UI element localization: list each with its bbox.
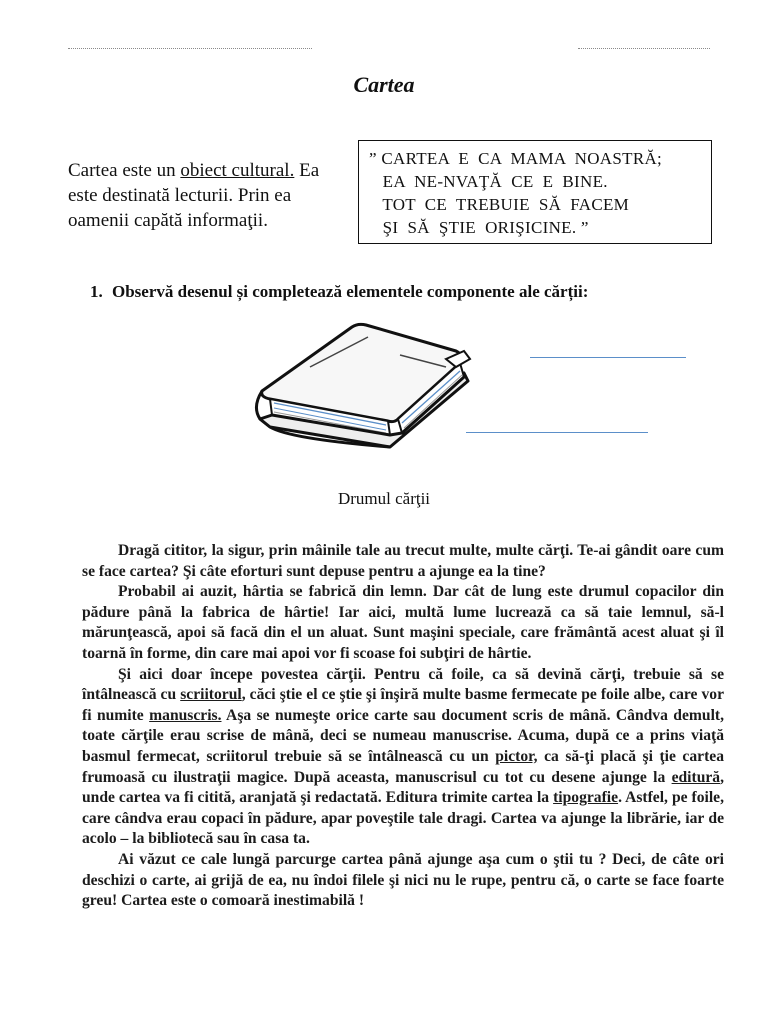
answer-line-cover[interactable]	[530, 357, 686, 358]
story-text	[82, 541, 724, 912]
story-text-segment: , căci ştie el ce ştie şi înşiră multe basme fermecate pe foile albe, care vor fi numite	[82, 686, 724, 724]
story-text-segment: . Astfel, pe foile, care cândva erau copaci în pădure, apar poveştile tale dragi. Cartea va ajunge la librărie, iar de acolo – la bibliotecă sau în casa ta.	[82, 789, 725, 848]
quote-line-1: ” CARTEA E CA MAMA NOASTRĂ;	[369, 149, 663, 168]
story-text-segment: Aşa se numeşte orice carte sau document scris de mână. Cândva demult, toate cărţile erau scrise de mână, deci se numeau manuscrise. Acuma, după ce a prins viaţă basmul fermecat, scriitorul trebuie să se întâlnească cu un	[82, 706, 724, 765]
term-manuscript: manuscris.	[149, 706, 222, 724]
term-painter: pictor,	[495, 747, 538, 765]
page-title: Cartea	[353, 72, 415, 97]
answer-line-pages[interactable]	[466, 432, 648, 433]
story-text-segment: , unde cartea va fi citită, aranjată şi redactată. Editura trimite cartea la	[82, 768, 724, 807]
intro-underlined-term: obiect cultural.	[180, 160, 295, 181]
story-text-segment: ca să-ţi placă şi ţie cartea frumoasă cu ilustraţii magice. După aceasta, manuscrisul cu tot cu desene ajunge la	[82, 747, 724, 786]
story-paragraph-3	[82, 665, 724, 850]
quote-line-3: TOT CE TREBUIE SĂ FACEM	[369, 195, 630, 214]
task-number: 1.	[90, 282, 103, 301]
story-paragraph-4: Ai văzut ce cale lungă parcurge cartea până ajunge aşa cum o ştii tu ? Deci, de câte ori deschizi o carte, ai grijă de ea, nu îndoi filele şi nici nu le rupe, pentru că, o carte se face foarte greu! Cartea este o comoară inestimabilă !	[82, 850, 724, 910]
name-dotted-line	[68, 36, 312, 49]
intro-paragraph	[68, 158, 348, 233]
intro-text-2: Ea este destinată lecturii. Prin ea oamenii capătă informaţii.	[68, 160, 320, 231]
quote-box	[358, 140, 712, 244]
intro-text-1: Cartea este un	[68, 160, 181, 181]
story-text-segment: Şi aici doar începe povestea cărţii. Pentru că foile, ca să devină cărţi, trebuie să se întâlnească cu	[82, 665, 724, 704]
term-writer: scriitorul	[180, 686, 242, 704]
story-paragraph-1: Dragă cititor, la sigur, prin mâinile tale au trecut multe, multe cărţi. Te-ai gândit oare cum se face cartea? Şi câte eforturi sunt depuse pentru a ajunge ea la tine?	[82, 542, 724, 580]
task-instruction	[90, 282, 750, 302]
term-printing-house: tipografie	[553, 789, 619, 807]
date-dotted-line	[578, 36, 710, 49]
book-icon	[250, 315, 730, 465]
quote-line-2: EA NE-NVAŢĂ CE E BINE.	[369, 172, 608, 191]
story-paragraph-2: Probabil ai auzit, hârtia se fabrică din lemn. Dar cât de lung este drumul copacilor din pădure până la fabrica de hârtie! Iar aici, multă lume lucrează ca să taie lemnul, să-l mărunţească, apoi să facă din el un aluat. Sunt maşini speciale, care frământă acest aluat şi îl toarnă în forme, din care mai apoi vor fi scoase foi subţiri de hârtie.	[82, 583, 724, 662]
term-publisher: editură	[671, 768, 721, 786]
task-text: Observă desenul și completează elementele componente ale cărții:	[112, 282, 589, 301]
quote-line-4: ŞI SĂ ŞTIE ORIŞICINE. ”	[369, 218, 589, 237]
section-title: Drumul cărţii	[337, 489, 431, 508]
